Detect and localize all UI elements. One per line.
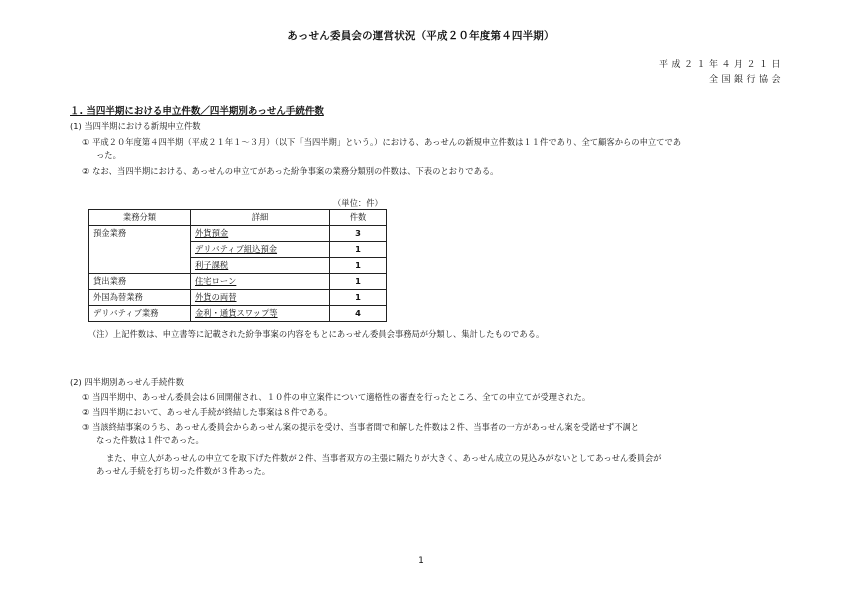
row-count: 1 bbox=[330, 290, 387, 306]
row-category bbox=[89, 258, 191, 274]
row-category: 預金業務 bbox=[89, 226, 191, 242]
case-category-table bbox=[88, 209, 387, 322]
row-count: 1 bbox=[330, 258, 387, 274]
table-row bbox=[89, 242, 387, 258]
table-header-row bbox=[89, 210, 387, 226]
row-count: 1 bbox=[330, 274, 387, 290]
section1-heading: １. 当四半期における申立件数／四半期別あっせん手続件数 bbox=[70, 106, 324, 117]
paragraph-1-line2: った。 bbox=[96, 150, 121, 160]
table-unit-label: （単位：件） bbox=[333, 198, 383, 208]
row-category: 外国為替業務 bbox=[89, 290, 191, 306]
table-footnote: （注）上記件数は、申立書等に記載された紛争事案の内容をもとにあっせん委員会事務局が分類し、集計したものである。 bbox=[88, 329, 545, 339]
row-count: 3 bbox=[330, 226, 387, 242]
table-row bbox=[89, 306, 387, 322]
row-detail: 金利・通貨スワップ等 bbox=[195, 308, 278, 318]
row-category: 貸出業務 bbox=[89, 274, 191, 290]
row-detail: デリバティブ組込預金 bbox=[195, 244, 278, 254]
row-detail: 住宅ローン bbox=[195, 276, 237, 286]
issue-date: 平成２１年４月２１日 bbox=[658, 60, 784, 70]
table-row bbox=[89, 290, 387, 306]
header-meta bbox=[659, 58, 784, 88]
document-title: あっせん委員会の運営状況（平成２０年度第４四半期） bbox=[287, 30, 555, 42]
paragraph-3: ① 当四半期中、あっせん委員会は６回開催され、１０件の申立案件について適格性の審査を行ったところ、全ての申立てが受理された。 bbox=[82, 392, 591, 402]
paragraph-6-line2: あっせん手続を打ち切った件数が３件あった。 bbox=[96, 466, 271, 476]
subsection2-heading: (2) 四半期別あっせん手続件数 bbox=[70, 377, 184, 387]
header-detail: 詳細 bbox=[191, 210, 330, 226]
row-detail: 利子課税 bbox=[195, 260, 229, 270]
organization-name: 全国銀行協会 bbox=[708, 75, 784, 85]
header-count: 件数 bbox=[330, 210, 387, 226]
paragraph-4: ② 当四半期において、あっせん手続が終結した事案は８件である。 bbox=[82, 407, 333, 417]
table-row bbox=[89, 226, 387, 242]
subsection1-heading: (1) 当四半期における新規申立件数 bbox=[70, 121, 201, 131]
table-row bbox=[89, 274, 387, 290]
row-detail: 外貨の両替 bbox=[195, 292, 237, 302]
page-number: 1 bbox=[418, 556, 424, 566]
paragraph-2: ② なお、当四半期における、あっせんの申立てがあった紛争事案の業務分類別の件数は、下表のとおりである。 bbox=[82, 166, 499, 176]
paragraph-6-line1: また、申立人があっせんの申立てを取下げた件数が２件、当事者双方の主張に隔たりが大きく、あっせん成立の見込みがないとしてあっせん委員会が bbox=[106, 453, 662, 463]
row-count: 1 bbox=[330, 242, 387, 258]
row-category: デリバティブ業務 bbox=[89, 306, 191, 322]
row-count: 4 bbox=[330, 306, 387, 322]
paragraph-1-line1: ① 平成２０年度第４四半期（平成２１年１～３月）（以下「当四半期」という。）における、あっせんの新規申立件数は１１件であり、全て顧客からの申立てであ bbox=[82, 137, 682, 147]
row-category bbox=[89, 242, 191, 258]
table-row bbox=[89, 258, 387, 274]
row-detail: 外貨預金 bbox=[195, 228, 229, 238]
paragraph-5-line1: ③ 当該終結事案のうち、あっせん委員会からあっせん案の提示を受け、当事者間で和解した件数は２件、当事者の一方があっせん案を受諾せず不調と bbox=[82, 422, 640, 432]
header-category: 業務分類 bbox=[89, 210, 191, 226]
paragraph-5-line2: なった件数は１件であった。 bbox=[96, 435, 204, 445]
